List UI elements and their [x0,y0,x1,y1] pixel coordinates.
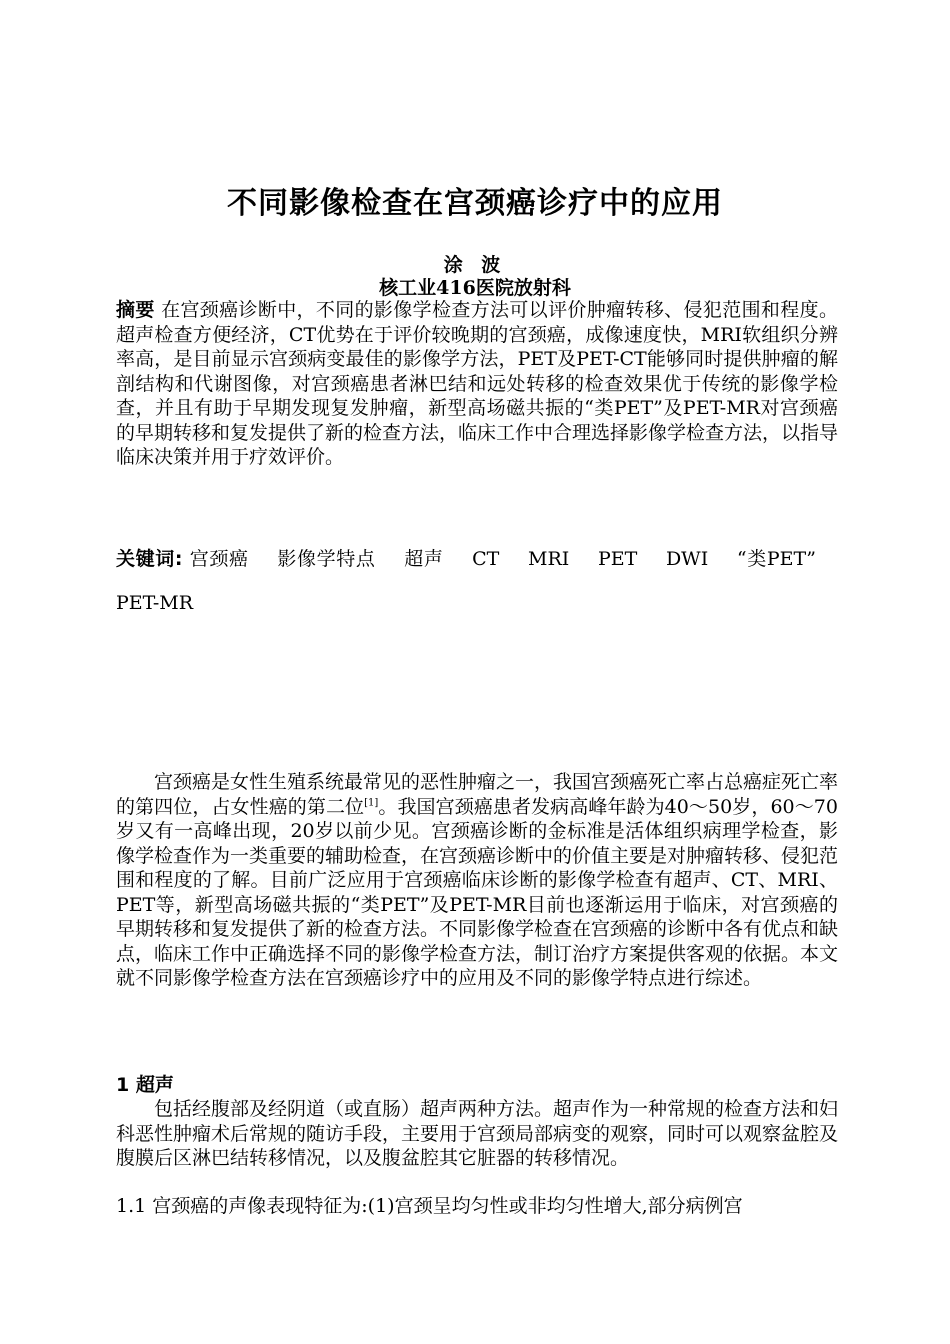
abstract-paragraph [116,298,838,470]
keyword-item: 宫颈癌 [189,548,249,570]
citation-ref: [1] [364,797,379,809]
keywords-block: 关键词: 宫颈癌 影像学特点 超声 CT MRI PET DWI “类PET” PET-MR [116,548,816,614]
keyword-item: PET-MR [116,592,194,614]
keyword-item: 超声 [404,548,444,570]
intro-text-part2: 。我国宫颈癌患者发病高峰年龄为40～50岁，60～70岁又有一高峰出现，20岁以前少见。宫颈癌诊断的金标准是活体组织病理学检查，影像学检查作为一类重要的辅助检查，在宫颈癌诊断中的价值主要是对肿瘤转移、侵犯范围和程度的了解。目前广泛应用于宫颈癌临床诊断的影像学检查有超声、CT、MRI、PET等，新型高场磁共振的“类PET”及PET-MR目前也逐渐运用于临床，对宫颈癌的早期转移和复发提供了新的检查方法。不同影像学检查在宫颈癌的诊断中各有优点和缺点，临床工作中正确选择不同的影像学检查方法，制订治疗方案提供客观的依据。本文就不同影像学检查方法在宫颈癌诊疗中的应用及不同的影像学特点进行综述。 [116,795,839,989]
author-name: 涂 波 [443,254,507,276]
keyword-item: DWI [665,548,709,570]
section-paragraph: 包括经腹部及经阴道（或直肠）超声两种方法。超声作为一种常规的检查方法和妇科恶性肿瘤术后常规的随访手段，主要用于宫颈局部病变的观察，同时可以观察盆腔及腹膜后区淋巴结转移情况，以及腹盆腔其它脏器的转移情况。 [116,1098,839,1169]
section-heading: 1 超声 [116,1074,174,1096]
intro-paragraph [116,770,838,991]
keyword-item: “类PET” [736,548,816,570]
abstract-label: 摘要 [116,299,155,321]
paper-title: 不同影像检查在宫颈癌诊疗中的应用 [227,186,723,221]
abstract-text: 在宫颈癌诊断中，不同的影像学检查方法可以评价肿瘤转移、侵犯范围和程度。超声检查方便经济，CT优势在于评价较晚期的宫颈癌，成像速度快，MRI软组织分辨率高，是目前显示宫颈病变最佳的影像学方法，PET及PET-CT能够同时提供肿瘤的解剖结构和代谢图像，对宫颈癌患者淋巴结和远处转移的检查效果优于传统的影像学检查，并且有助于早期发现复发肿瘤，新型高场磁共振的“类PET”及PET-MR对宫颈癌的早期转移和复发提供了新的检查方法，临床工作中合理选择影像学检查方法，以指导临床决策并用于疗效评价。 [116,299,839,468]
keywords-label: 关键词 [116,548,175,570]
keyword-item: 影像学特点 [277,548,376,570]
subsection-paragraph: 1.1 宫颈癌的声像表现特征为:(1)宫颈呈均匀性或非均匀性增大,部分病例宫 [116,1195,743,1217]
author-affiliation: 核工业416医院放射科 [379,277,571,299]
keyword-item: PET [597,548,638,570]
keyword-item: MRI [528,548,570,570]
intro-text-part1: 宫颈癌是女性生殖系统最常见的恶性肿瘤之一，我国宫颈癌死亡率占总癌症死亡率的第四位，占女性癌的第二位 [116,771,839,818]
keyword-item: CT [472,548,500,570]
